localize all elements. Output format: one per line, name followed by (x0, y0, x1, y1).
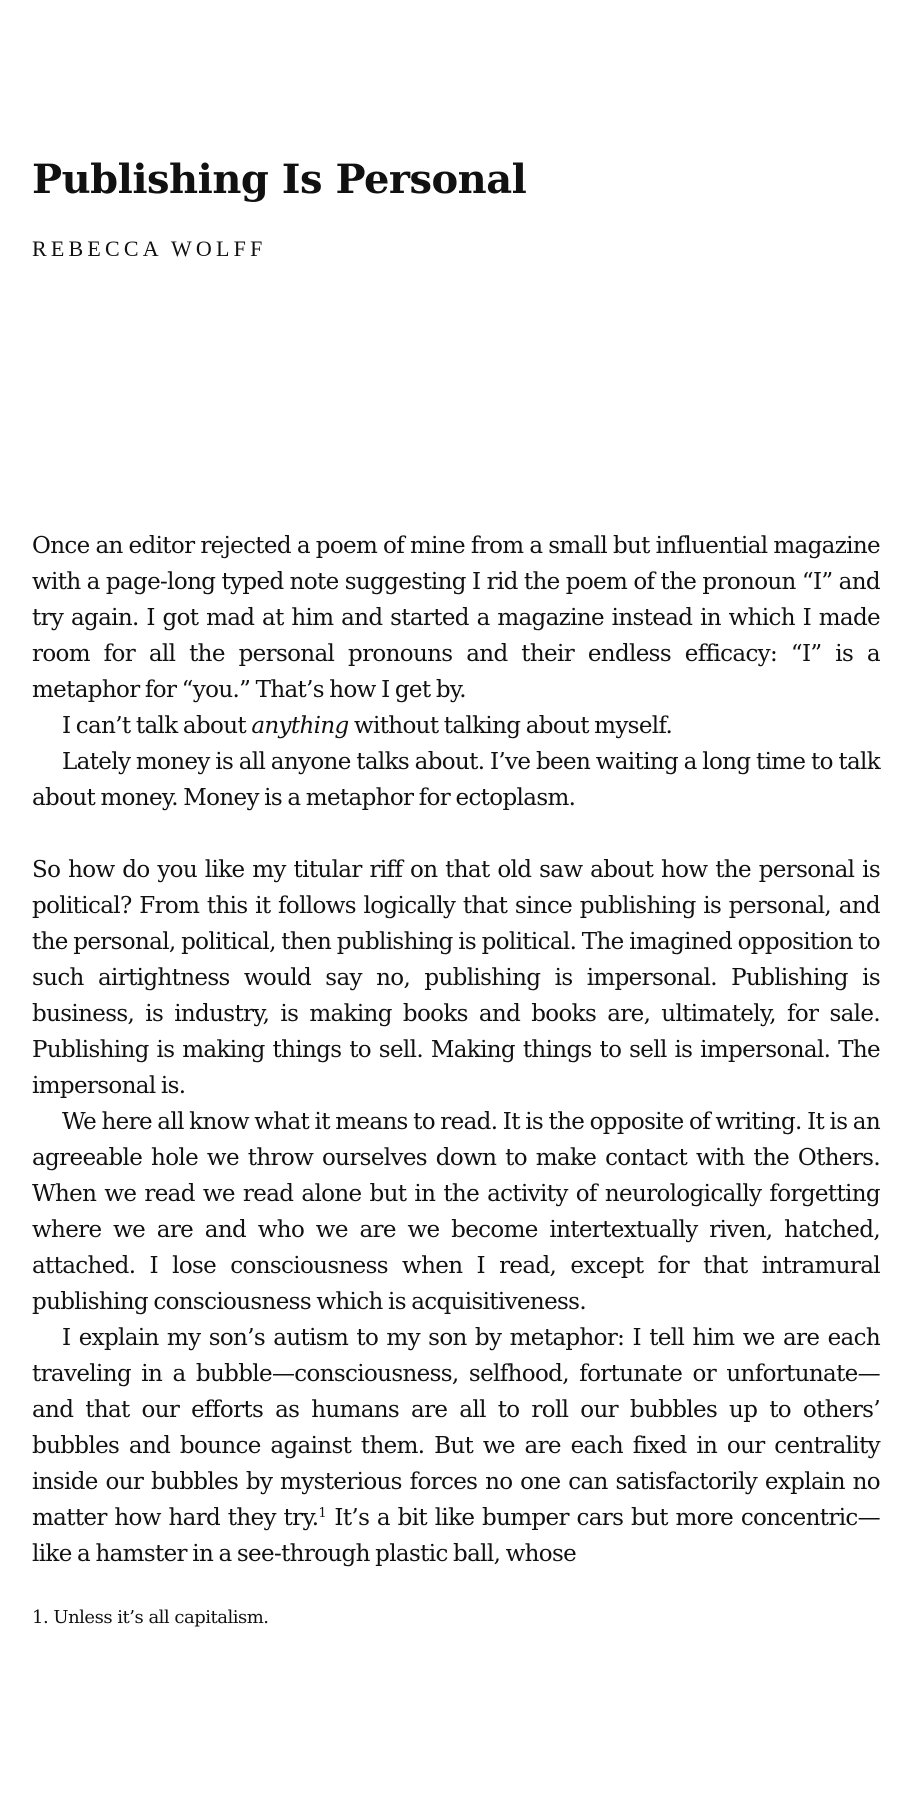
footnote-text: Unless it’s all capitalism. (48, 1607, 269, 1628)
paragraph: Lately money is all anyone talks about. I’ve been waiting a long time to talk about money. Money is a metaphor for ectoplasm. (32, 749, 880, 811)
emphasized-text: anything (251, 713, 349, 739)
article-body (32, 528, 880, 1572)
paragraph: Once an editor rejected a poem of mine from a small but influential magazine with a page-long typed note suggesting I rid the poem of the pronoun “I” and try again. I got mad at him and started a magazine instead in which I made room for all the personal pronouns and their endless efficacy: “I” is a metaphor for “you.” That’s how I get by. (32, 533, 880, 703)
footnote-number: 1. (32, 1607, 49, 1628)
paragraph-text: It’s a bit like bumper cars but more concentric—like a hamster in a see-through plastic ball, whose (32, 1505, 880, 1567)
paragraph-text: I explain my son’s autism to my son by metaphor: I tell him we are each traveling in a bubble—consciousness, selfhood, fortunate or unfortunate—and that our efforts as humans are all to roll our bubbles up to others’ bubbles and bounce against them. But we are each fixed in our centrality inside our bubbles by mysterious forces no one can satisfactorily explain no matter how hard they try. (32, 1325, 880, 1531)
article-title: Publishing Is Personal (32, 156, 527, 203)
footnote (32, 1605, 269, 1631)
paragraph-text: I can’t talk about (62, 713, 252, 739)
paragraph: So how do you like my titular riff on that old saw about how the personal is political? From this it follows logically that since publishing is personal, and the personal, political, then publishing is political. The imagined opposition to such airtightness would say no, publishing is impersonal. Publishing is business, is industry, is making books and books are, ultimately, for sale. Publishing is making things to sell. Making things to sell is impersonal. The impersonal is. (32, 857, 880, 1099)
paragraph (32, 708, 880, 744)
paragraph: We here all know what it means to read. It is the opposite of writing. It is an agreeable hole we throw ourselves down to make contact with the Others. When we read we read alone but in the activity of neurologically forgetting where we are and who we are we become intertextually riven, hatched, attached. I lose consciousness when I read, except for that intramural publishing consciousness which is acquisitiveness. (32, 1109, 880, 1315)
paragraph-text: without talking about myself. (348, 713, 673, 739)
article-author: REBECCA WOLFF (32, 236, 267, 261)
paragraph (32, 1320, 880, 1572)
footnote-reference[interactable]: 1 (318, 1506, 327, 1521)
